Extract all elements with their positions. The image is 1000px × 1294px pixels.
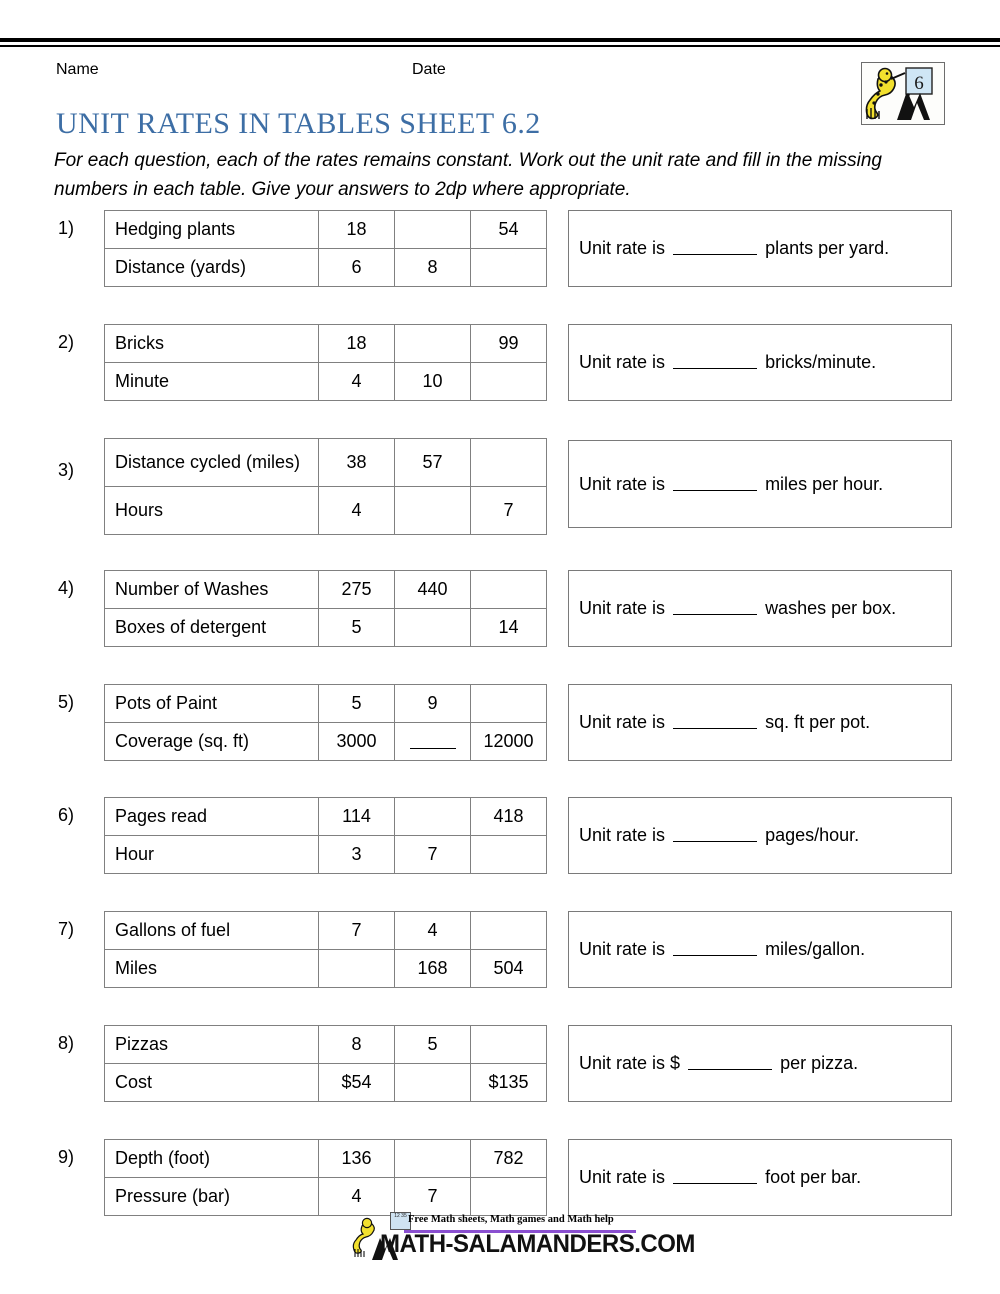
footer-site-url: MATH-SALAMANDERS.COM [380, 1230, 695, 1259]
answer-box[interactable] [568, 911, 952, 988]
name-field-label: Name [56, 61, 99, 78]
answer-suffix: sq. ft per pot. [765, 712, 871, 732]
table-cell-value[interactable]: 8 [319, 1026, 395, 1064]
table-cell-value[interactable]: 5 [319, 609, 395, 647]
table-cell-value[interactable]: 38 [319, 439, 395, 487]
answer-sentence [569, 352, 876, 373]
answer-sentence [569, 474, 883, 495]
question-number: 9) [58, 1147, 75, 1167]
answer-prefix: Unit rate is [579, 825, 666, 845]
table-row [105, 609, 547, 647]
question-number: 1) [58, 218, 75, 238]
table-cell-value[interactable]: 782 [471, 1140, 547, 1178]
footer-mini-board-icon: 12 35 [390, 1212, 411, 1230]
table-row-label: Bricks [105, 325, 319, 363]
table-row-label: Pizzas [105, 1026, 319, 1064]
grade-logo-box [861, 62, 945, 125]
table-row [105, 571, 547, 609]
table-row [105, 723, 547, 761]
answer-sentence [569, 1053, 858, 1074]
answer-blank[interactable] [673, 716, 757, 729]
question-number: 8) [58, 1033, 75, 1053]
answer-box[interactable] [568, 797, 952, 874]
table-cell-blank[interactable] [395, 798, 471, 836]
table-row-label: Hedging plants [105, 211, 319, 249]
answer-suffix: miles/gallon. [765, 939, 866, 959]
table-cell-value[interactable]: 18 [319, 325, 395, 363]
answer-prefix: Unit rate is [579, 1167, 666, 1187]
table-cell-blank[interactable] [471, 1026, 547, 1064]
table-cell-value[interactable]: 14 [471, 609, 547, 647]
table-cell-blank[interactable] [471, 571, 547, 609]
rate-table [104, 438, 547, 535]
table-row [105, 1026, 547, 1064]
table-cell-value[interactable]: 6 [319, 249, 395, 287]
answer-sentence [569, 598, 896, 619]
inline-answer-blank[interactable] [410, 735, 456, 749]
answer-prefix: Unit rate is [579, 712, 666, 732]
table-row-label: Pressure (bar) [105, 1178, 319, 1216]
table-row-label: Pages read [105, 798, 319, 836]
rate-table [104, 684, 547, 761]
table-cell-value[interactable]: 440 [395, 571, 471, 609]
top-rule-thick [0, 38, 1000, 42]
answer-blank[interactable] [673, 943, 757, 956]
answer-sentence [569, 238, 889, 259]
page-title: UNIT RATES IN TABLES SHEET 6.2 [56, 107, 541, 140]
rate-table [104, 1139, 547, 1216]
table-cell-value[interactable]: 168 [395, 950, 471, 988]
table-row [105, 798, 547, 836]
answer-blank[interactable] [673, 478, 757, 491]
answer-sentence [569, 939, 865, 960]
table-cell-value[interactable]: 10 [395, 363, 471, 401]
rate-table [104, 1025, 547, 1102]
table-cell-blank[interactable] [471, 439, 547, 487]
table-cell-blank[interactable] [395, 211, 471, 249]
table-cell-blank[interactable] [471, 685, 547, 723]
table-row-label: Distance (yards) [105, 249, 319, 287]
table-cell-value[interactable]: 4 [319, 363, 395, 401]
answer-suffix: pages/hour. [765, 825, 860, 845]
table-row-label: Number of Washes [105, 571, 319, 609]
top-rule-thin [0, 45, 1000, 47]
table-cell-value[interactable]: 99 [471, 325, 547, 363]
table-cell-value[interactable]: 3000 [319, 723, 395, 761]
table-cell-value[interactable]: 4 [319, 1178, 395, 1216]
answer-suffix: miles per hour. [765, 473, 884, 494]
table-cell-value[interactable]: 418 [471, 798, 547, 836]
answer-blank[interactable] [673, 602, 757, 615]
question-number: 7) [58, 919, 75, 939]
table-cell-blank[interactable] [471, 363, 547, 401]
table-row [105, 1178, 547, 1216]
answer-box[interactable] [568, 1139, 952, 1216]
table-cell-blank[interactable] [395, 609, 471, 647]
table-cell-value[interactable]: 7 [471, 487, 547, 535]
site-footer [352, 1213, 695, 1270]
answer-prefix: Unit rate is [579, 598, 666, 618]
answer-box[interactable] [568, 1025, 952, 1102]
answer-blank[interactable] [673, 356, 757, 369]
table-cell-blank[interactable] [471, 1178, 547, 1216]
answer-sentence [569, 712, 870, 733]
table-row-label: Distance cycled (miles) [105, 439, 319, 487]
table-cell-blank[interactable] [395, 1064, 471, 1102]
answer-box[interactable] [568, 324, 952, 401]
question-number: 2) [58, 332, 75, 352]
answer-blank[interactable] [673, 242, 757, 255]
table-row [105, 487, 547, 535]
table-cell-value[interactable]: 7 [395, 836, 471, 874]
answer-blank[interactable] [673, 1171, 757, 1184]
answer-suffix: plants per yard. [765, 238, 890, 258]
answer-prefix: Unit rate is [579, 939, 666, 959]
question-number: 5) [58, 692, 75, 712]
table-row [105, 249, 547, 287]
date-field-label: Date [412, 61, 446, 78]
table-row [105, 836, 547, 874]
table-cell-blank[interactable] [395, 1140, 471, 1178]
answer-currency-symbol: $ [670, 1053, 681, 1073]
table-row [105, 325, 547, 363]
table-row [105, 912, 547, 950]
answer-prefix: Unit rate is [579, 1053, 666, 1073]
table-row-label: Boxes of detergent [105, 609, 319, 647]
rate-table [104, 210, 547, 287]
table-row [105, 363, 547, 401]
answer-box[interactable] [568, 684, 952, 761]
table-cell-value[interactable]: 5 [319, 685, 395, 723]
answer-box[interactable] [568, 440, 952, 528]
table-cell-value[interactable]: 8 [395, 249, 471, 287]
rate-table [104, 324, 547, 401]
rate-table [104, 570, 547, 647]
table-cell-blank[interactable] [395, 487, 471, 535]
table-cell-value[interactable]: 54 [471, 211, 547, 249]
table-row-label: Hour [105, 836, 319, 874]
answer-suffix: washes per box. [765, 598, 897, 618]
answer-sentence [569, 825, 859, 846]
table-cell-value[interactable]: 4 [319, 487, 395, 535]
table-row-label: Depth (foot) [105, 1140, 319, 1178]
table-row [105, 439, 547, 487]
table-row-label: Coverage (sq. ft) [105, 723, 319, 761]
table-cell-value[interactable]: $54 [319, 1064, 395, 1102]
table-row [105, 1140, 547, 1178]
answer-prefix: Unit rate is [579, 352, 666, 372]
table-cell-value[interactable]: 57 [395, 439, 471, 487]
answer-suffix: per pizza. [780, 1053, 859, 1073]
answer-blank[interactable] [688, 1057, 772, 1070]
table-cell-value[interactable]: 18 [319, 211, 395, 249]
table-cell-value[interactable]: 12000 [471, 723, 547, 761]
table-cell-blank[interactable] [471, 249, 547, 287]
answer-box[interactable] [568, 210, 952, 287]
table-row-label: Gallons of fuel [105, 912, 319, 950]
rate-table [104, 797, 547, 874]
table-cell-value[interactable]: 504 [471, 950, 547, 988]
salamander-easel-icon [862, 63, 944, 124]
table-row-label: Pots of Paint [105, 685, 319, 723]
table-row-label: Cost [105, 1064, 319, 1102]
answer-prefix: Unit rate is [579, 238, 666, 258]
answer-prefix: Unit rate is [579, 473, 666, 494]
table-row [105, 950, 547, 988]
table-cell-value[interactable]: 136 [319, 1140, 395, 1178]
table-row-label: Minute [105, 363, 319, 401]
table-cell-value[interactable]: 7 [319, 912, 395, 950]
table-cell-value[interactable]: 7 [395, 1178, 471, 1216]
table-row-label: Hours [105, 487, 319, 535]
table-row [105, 685, 547, 723]
table-cell-value[interactable]: $135 [471, 1064, 547, 1102]
table-cell-value[interactable]: 4 [395, 912, 471, 950]
table-cell-value[interactable]: 275 [319, 571, 395, 609]
answer-suffix: bricks/minute. [765, 352, 877, 372]
table-cell-value[interactable]: 9 [395, 685, 471, 723]
table-cell-value[interactable] [395, 723, 471, 761]
table-row-label: Miles [105, 950, 319, 988]
table-row [105, 1064, 547, 1102]
table-row [105, 211, 547, 249]
footer-tagline: Free Math sheets, Math games and Math help [408, 1214, 614, 1225]
answer-blank[interactable] [673, 829, 757, 842]
table-cell-blank[interactable] [471, 836, 547, 874]
answer-sentence [569, 1167, 861, 1188]
table-cell-value[interactable]: 114 [319, 798, 395, 836]
table-cell-value[interactable]: 3 [319, 836, 395, 874]
answer-box[interactable] [568, 570, 952, 647]
worksheet-header [0, 52, 1000, 202]
instructions-text: For each question, each of the rates remains constant. Work out the unit rate and fill in the missing numbers in each table. Give your answers to 2dp where appropriate. [54, 150, 882, 201]
question-number: 4) [58, 578, 75, 598]
table-cell-value[interactable]: 5 [395, 1026, 471, 1064]
svg-text:6: 6 [914, 73, 924, 94]
question-number: 6) [58, 805, 75, 825]
table-cell-blank[interactable] [319, 950, 395, 988]
question-number: 3) [58, 460, 75, 480]
rate-table [104, 911, 547, 988]
table-cell-blank[interactable] [471, 912, 547, 950]
answer-suffix: foot per bar. [765, 1167, 862, 1187]
table-cell-blank[interactable] [395, 325, 471, 363]
